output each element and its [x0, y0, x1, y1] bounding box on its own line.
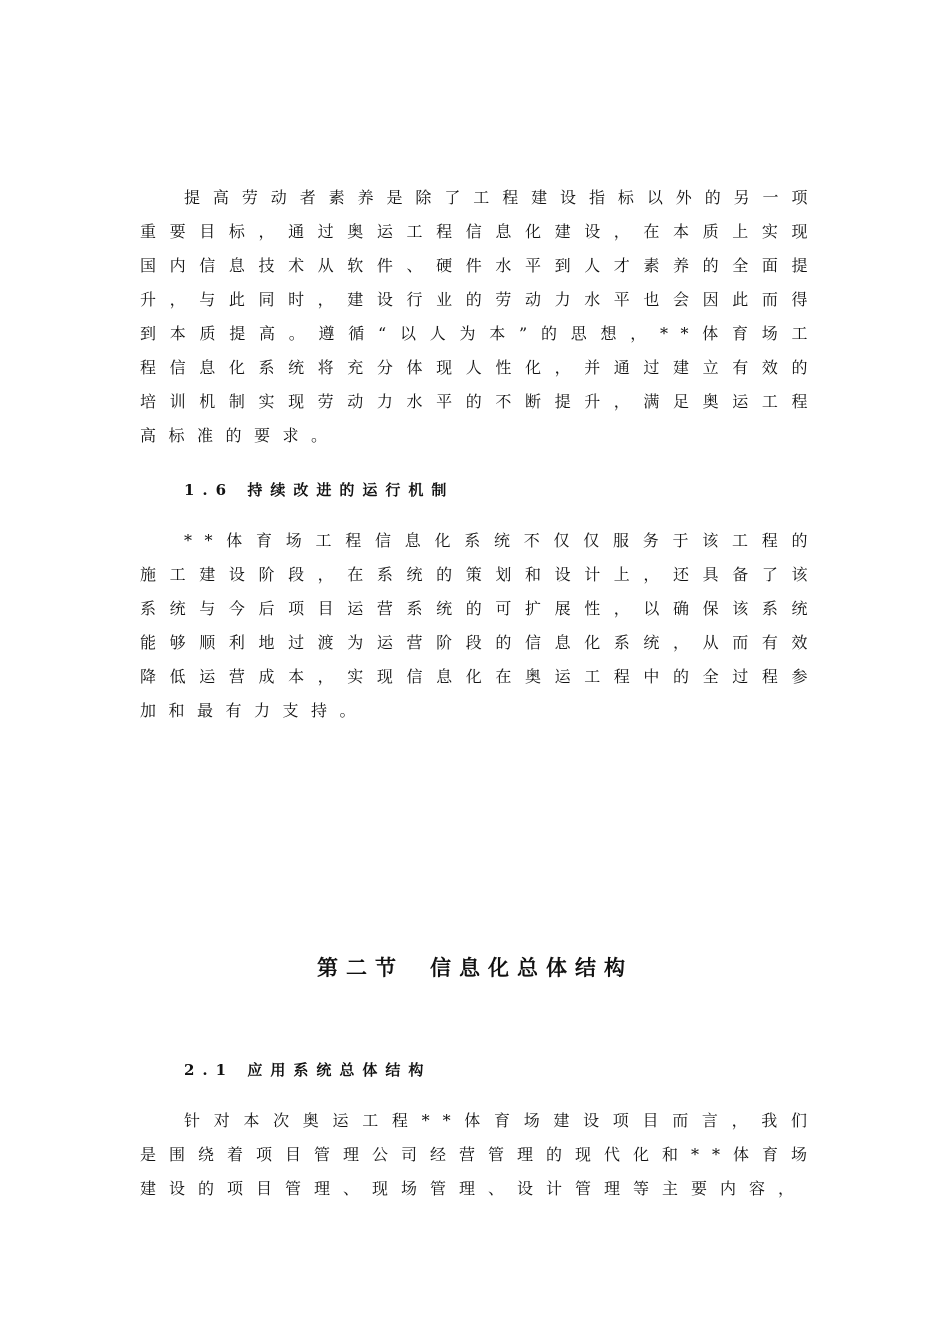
subsection-heading-1-6: 1.6 持续改进的运行机制 [184, 481, 455, 499]
section-title [0, 952, 950, 984]
body-paragraph: 针对本次奥运工程**体育场建设项目而言，我们是围绕着项目管理公司经营管理的现代化和**体育场建设的项目管理、现场管理、设计管理等主要内容， [140, 1111, 821, 1198]
section-name: 信息化总体结构 [430, 956, 633, 980]
section-number: 第二节 [317, 956, 404, 980]
subsection-heading-2-1: 2.1 应用系统总体结构 [184, 1061, 432, 1079]
body-paragraph: **体育场工程信息化系统不仅仅服务于该工程的施工建设阶段，在系统的策划和设计上，还具备了该系统与今后项目运营系统的可扩展性，以确保该系统能够顺利地过渡为运营阶段的信息化系统，从而有效降低运营成本，实现信息化在奥运工程中的全过程参加和最有力支持。 [140, 531, 820, 720]
body-paragraph: 提高劳动者素养是除了工程建设指标以外的另一项重要目标，通过奥运工程信息化建设，在本质上实现国内信息技术从软件、硬件水平到人才素养的全面提升，与此同时，建设行业的劳动力水平也会因此而得到本质提高。遵循“以人为本”的思想，**体育场工程信息化系统将充分体现人性化，并通过建立有效的培训机制实现劳动力水平的不断提升，满足奥运工程高标准的要求。 [140, 188, 820, 445]
